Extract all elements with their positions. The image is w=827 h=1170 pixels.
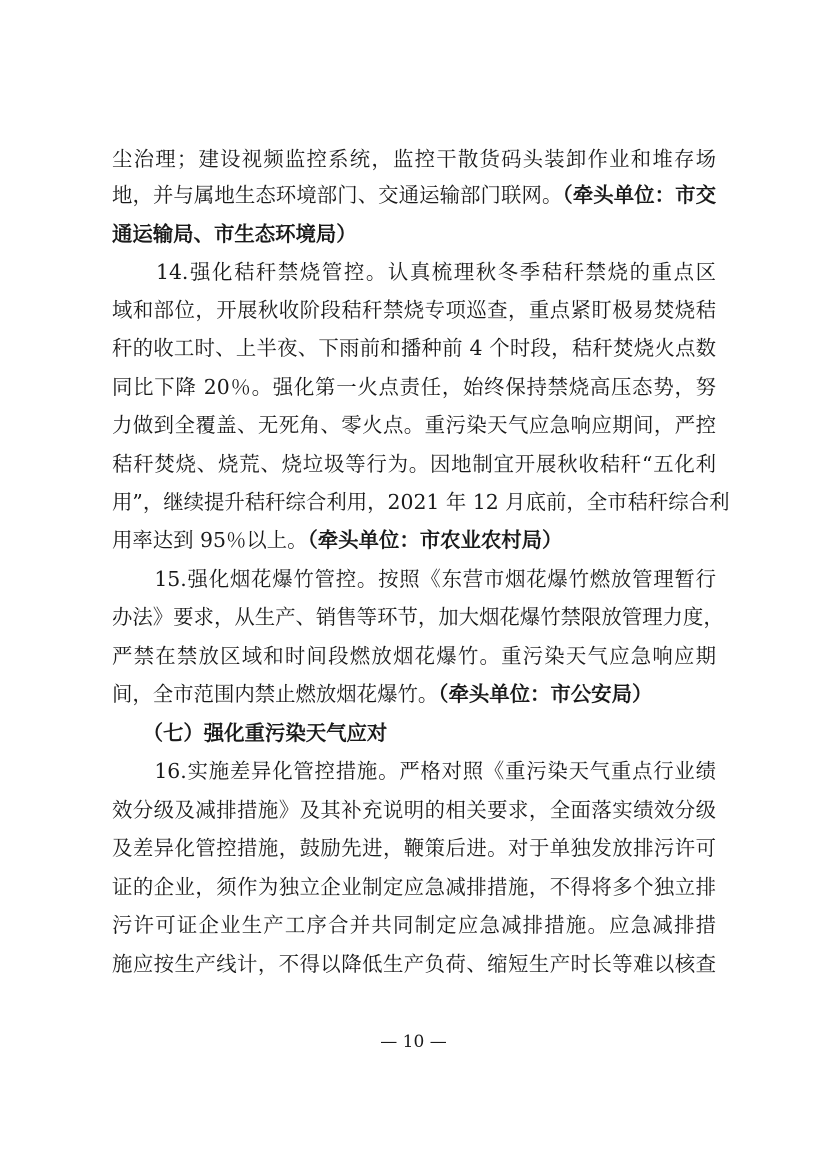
text-line: 用”，继续提升秸秆综合利用，2021 年 12 月底前，全市秸秆综合利 bbox=[112, 490, 730, 514]
text-line: 施应按生产线计，不得以降低生产负荷、缩短生产时长等难以核查 bbox=[112, 952, 716, 976]
text-line: 同比下降 20％。强化第一火点责任，始终保持禁烧高压态势，努 bbox=[112, 375, 716, 399]
text-line: 秆的收工时、上半夜、下雨前和播种前 4 个时段，秸秆焚烧火点数 bbox=[112, 336, 716, 360]
text-line: 及差异化管控措施，鼓励先进，鞭策后进。对于单独发放排污许可 bbox=[112, 836, 716, 860]
text-line: 通运输局、市生态环境局） bbox=[112, 222, 357, 246]
text-line: 14.强化秸秆禁烧管控。认真梳理秋冬季秸秆禁烧的重点区 bbox=[112, 260, 716, 284]
text-line: 秸秆焚烧、烧荒、烧垃圾等行为。因地制宜开展秋收秸秆“五化利 bbox=[112, 452, 716, 476]
text-line: 16.实施差异化管控措施。严格对照《重污染天气重点行业绩 bbox=[112, 759, 716, 783]
page-number: — 10 — bbox=[380, 1032, 447, 1052]
text-line: 尘治理；建设视频监控系统，监控干散货码头装卸作业和堆存场 bbox=[112, 147, 716, 171]
text-line: 域和部位，开展秋收阶段秸秆禁烧专项巡查，重点紧盯极易焚烧秸 bbox=[112, 298, 716, 322]
text-line: 力做到全覆盖、无死角、零火点。重污染天气应急响应期间，严控 bbox=[112, 413, 716, 437]
text-line: 效分级及减排措施》及其补充说明的相关要求，全面落实绩效分级 bbox=[112, 798, 716, 822]
text-line: 污许可证企业生产工序合并共同制定应急减排措施。应急减排措 bbox=[112, 913, 716, 937]
text-line: 办法》要求，从生产、销售等环节，加大烟花爆竹禁限放管理力度， bbox=[112, 605, 724, 629]
text-line: 严禁在禁放区域和时间段燃放烟花爆竹。重污染天气应急响应期 bbox=[112, 644, 716, 668]
text-line: 间，全市范围内禁止燃放烟花爆竹。（牵头单位：市公安局） bbox=[112, 682, 653, 706]
text-line: 15.强化烟花爆竹管控。按照《东营市烟花爆竹燃放管理暂行 bbox=[112, 567, 716, 591]
text-line: 证的企业，须作为独立企业制定应急减排措施，不得将多个独立排 bbox=[112, 875, 716, 899]
text-line: 用率达到 95％以上。（牵头单位：市农业农村局） bbox=[112, 528, 563, 552]
text-line: 地，并与属地生态环境部门、交通运输部门联网。（牵头单位：市交 bbox=[112, 183, 716, 207]
section-heading: （七）强化重污染天气应对 bbox=[112, 721, 388, 745]
